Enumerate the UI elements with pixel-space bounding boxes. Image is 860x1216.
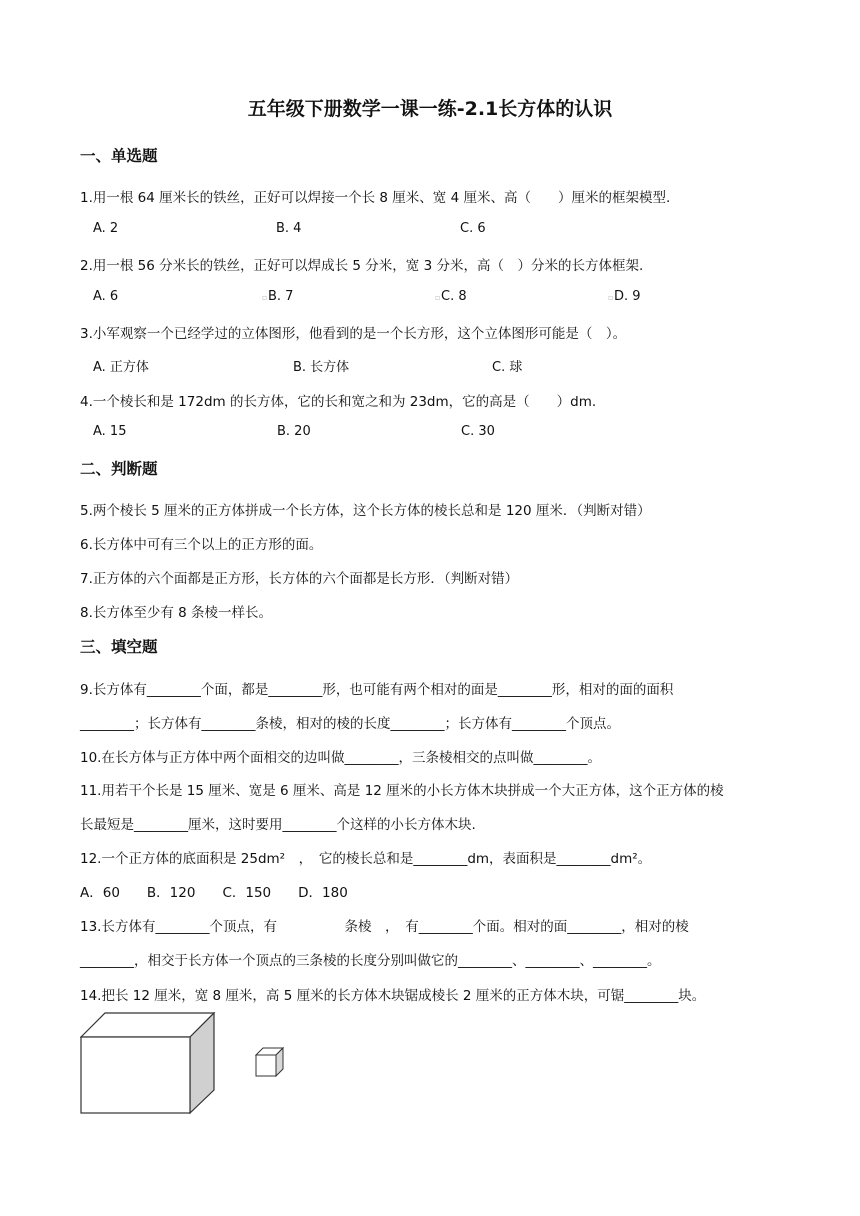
section-heading-single-choice: 一、单选题 (80, 147, 158, 165)
question-10: 10.在长方体与正方体中两个面相交的边叫做________，三条棱相交的点叫做________。 (80, 750, 601, 766)
q1-option-a[interactable]: A. 2 (93, 221, 119, 236)
question-9-line-2: ________；长方体有________条棱，相对的棱的长度________；长方体有________个顶点。 (80, 716, 620, 732)
question-5: 5.两个棱长 5 厘米的正方体拼成一个长方体，这个长方体的棱长总和是 120 厘米．（判断对错） (80, 503, 651, 519)
q2-option-d[interactable]: ▫ D. 9 (608, 289, 641, 304)
q2-option-c[interactable]: ▫ C. 8 (435, 289, 467, 304)
cuboid-figure (80, 1012, 216, 1114)
question-1: 1.用一根 64 厘米长的铁丝，正好可以焊接一个长 8 厘米、宽 4 厘米、高（ ）厘米的框架模型. (80, 190, 671, 206)
q3-option-b[interactable]: B. 长方体 (293, 360, 350, 375)
question-12-options: A．60 B．120 C．150 D．180 (80, 885, 348, 901)
q1-option-c[interactable]: C. 6 (460, 221, 486, 236)
question-14: 14.把长 12 厘米，宽 8 厘米，高 5 厘米的长方体木块锯成棱长 2 厘米的正方体木块，可锯________块。 (80, 988, 706, 1004)
question-9-line-1: 9.长方体有________个面，都是________形，也可能有两个相对的面是________形，相对的面的面积 (80, 682, 674, 698)
question-13-line-2: ________，相交于长方体一个顶点的三条棱的长度分别叫做它的________、________、________。 (80, 953, 661, 969)
section-heading-fill-blank: 三、填空题 (80, 638, 158, 656)
small-cube-figure (255, 1047, 285, 1077)
question-6: 6.长方体中可有三个以上的正方形的面。 (80, 537, 323, 553)
q4-option-b[interactable]: B. 20 (277, 424, 311, 439)
question-12: 12.一个正方体的底面积是 25dm² ， 它的棱长总和是________dm，表面积是________dm²。 (80, 851, 652, 867)
question-11-line-1: 11.用若干个长是 15 厘米、宽是 6 厘米、高是 12 厘米的小长方体木块拼成一个大正方体，这个正方体的棱 (80, 783, 724, 799)
q4-option-c[interactable]: C. 30 (461, 424, 495, 439)
q4-option-a[interactable]: A. 15 (93, 424, 127, 439)
question-4: 4.一个棱长和是 172dm 的长方体，它的长和宽之和为 23dm，它的高是（ ）dm. (80, 394, 597, 410)
page-title: 五年级下册数学一课一练-2.1长方体的认识 (247, 98, 613, 120)
q3-option-a[interactable]: A. 正方体 (93, 360, 149, 375)
question-8: 8.长方体至少有 8 条棱一样长。 (80, 605, 273, 621)
question-11-line-2: 长最短是________厘米，这时要用________个这样的小长方体木块. (80, 817, 476, 833)
question-2: 2.用一根 56 分米长的铁丝，正好可以焊成长 5 分米，宽 3 分米，高（ ）分米的长方体框架. (80, 258, 644, 274)
question-7: 7.正方体的六个面都是正方形，长方体的六个面都是长方形．（判断对错） (80, 571, 519, 587)
question-3: 3.小军观察一个已经学过的立体图形，他看到的是一个长方形，这个立体图形可能是（ ）。 (80, 326, 627, 342)
q1-option-b[interactable]: B. 4 (276, 221, 302, 236)
section-heading-true-false: 二、判断题 (80, 460, 158, 478)
q3-option-c[interactable]: C. 球 (492, 360, 523, 375)
question-13-line-1: 13.长方体有________个顶点，有 条棱 ， 有________个面。相对的面________，相对的棱 (80, 919, 689, 935)
q2-option-a[interactable]: A. 6 (93, 289, 119, 304)
q2-option-b[interactable]: ▫ B. 7 (262, 289, 294, 304)
